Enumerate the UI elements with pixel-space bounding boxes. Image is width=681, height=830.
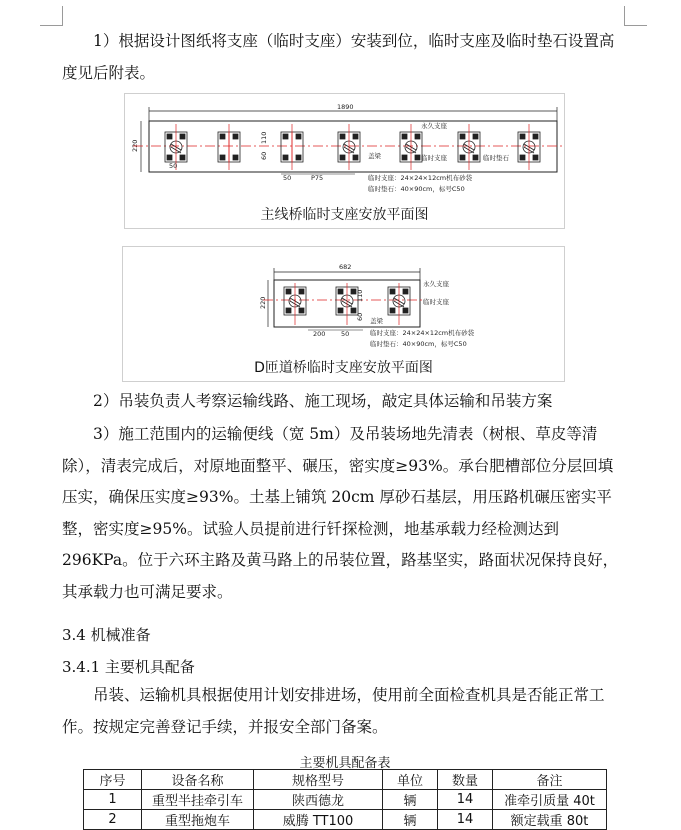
fig1-dim-side: 50: [169, 162, 178, 170]
paragraph-3: 3）施工范围内的运输便线（宽 5m）及吊装场地先清表（树根、草皮等清除），清表完成后，对原地面整平、碾压，密实度≥93%。承台肥槽部位分层回填压实，确保压实度≥93%。土基上铺筑 20cm 厚砂石基层，用压路机碾压密实平整，密实度≥95%。试验人员提前进行钎探检测，地基承载力经检测达到 296KPa。位于六环主路及黄马路上的吊装位置，路基坚实，路面状况保持良好，其承载力也可满足要求。: [62, 425, 619, 601]
paragraph-4: 吊装、运输机具根据使用计划安排进场，使用前全面检查机具是否能正常工作。按规定完善登记手续，并报安全部门备案。: [62, 686, 605, 736]
crop-mark-left-v: [62, 6, 63, 26]
fig1-dim-side-2: 50: [283, 174, 292, 182]
table-cell: 额定载重 80t: [493, 810, 607, 830]
fig2-label-permanent: 永久支座: [423, 280, 449, 288]
fig1-dim-gap: 60: [260, 151, 268, 160]
table-title: 主要机具配备表: [299, 756, 391, 771]
fig2-label-beam: 盖梁: [370, 317, 383, 325]
fig1-dim-spacing: P75: [311, 174, 324, 182]
table-cell: 陕西德龙: [254, 790, 383, 810]
table-cell: 辆: [383, 790, 438, 810]
table-header: 数量: [438, 770, 493, 790]
table-header-row: [84, 770, 607, 790]
fig1-label-temp: 临时支座: [421, 154, 447, 162]
heading-3-4: 3.4 机械准备: [62, 626, 151, 644]
fig2-dim-height: 220: [259, 296, 267, 309]
fig2-note-1: 临时支座：24×24×12cm机布砂袋: [370, 329, 475, 337]
table-cell: 威腾 TT100: [254, 810, 383, 830]
table-header: 备注: [493, 770, 607, 790]
fig1-label-temp2: 临时垫石: [483, 154, 509, 162]
fig1-label-beam: 盖梁: [368, 152, 381, 160]
table-cell: 14: [438, 790, 493, 810]
fig1-dim-total: 1890: [337, 103, 354, 111]
figure-ramp-d-bridge: [122, 246, 565, 382]
fig1-label-permanent: 永久支座: [421, 122, 447, 130]
fig1-note-2: 临时垫石：40×90cm，标号C50: [368, 185, 465, 193]
fig1-dim-height: 220: [131, 139, 139, 152]
table-row: [84, 810, 607, 830]
fig2-dim-total: 682: [339, 263, 352, 271]
fig2-note-2: 临时垫石：40×90cm，标号C50: [370, 340, 467, 348]
paragraph-2: 2）吊装负责人考察运输线路、施工现场，敲定具体运输和吊装方案: [93, 392, 553, 410]
crop-mark-right-h: [625, 25, 647, 26]
fig1-axis-lines: [176, 124, 529, 170]
table-header: 单位: [383, 770, 438, 790]
figure-mainline-bridge: [124, 93, 565, 229]
fig2-dim-200: 200: [313, 330, 326, 338]
fig2-dim-60: 60: [356, 312, 364, 321]
table-row: [84, 790, 607, 810]
table-cell: 2: [84, 810, 142, 830]
fig1-dim-w: 110: [260, 131, 268, 144]
heading-3-4-1: 3.4.1 主要机具配备: [62, 658, 195, 676]
paragraph-1: 1）根据设计图纸将支座（临时支座）安装到位，临时支座及临时垫石设置高度见后附表。: [62, 32, 615, 82]
fig2-dim-50: 50: [341, 330, 350, 338]
equipment-table: [83, 769, 607, 830]
table-cell: 辆: [383, 810, 438, 830]
crop-mark-left-h: [40, 25, 62, 26]
table-cell: 1: [84, 790, 142, 810]
table-header: 规格型号: [254, 770, 383, 790]
table-cell: 准牵引质量 40t: [493, 790, 607, 810]
fig2-dim-110: 110: [356, 289, 364, 302]
table-cell: 重型半挂牵引车: [142, 790, 254, 810]
table-header: 设备名称: [142, 770, 254, 790]
table-header: 序号: [84, 770, 142, 790]
fig2-label-temp: 临时支座: [423, 298, 449, 306]
table-cell: 重型拖炮车: [142, 810, 254, 830]
table-cell: 14: [438, 810, 493, 830]
fig1-note-1: 临时支座：24×24×12cm机布砂袋: [368, 174, 473, 182]
crop-mark-right-v: [624, 6, 625, 26]
figure-2-caption: D匝道桥临时支座安放平面图: [254, 360, 433, 376]
figure-1-caption: 主线桥临时支座安放平面图: [260, 207, 429, 223]
